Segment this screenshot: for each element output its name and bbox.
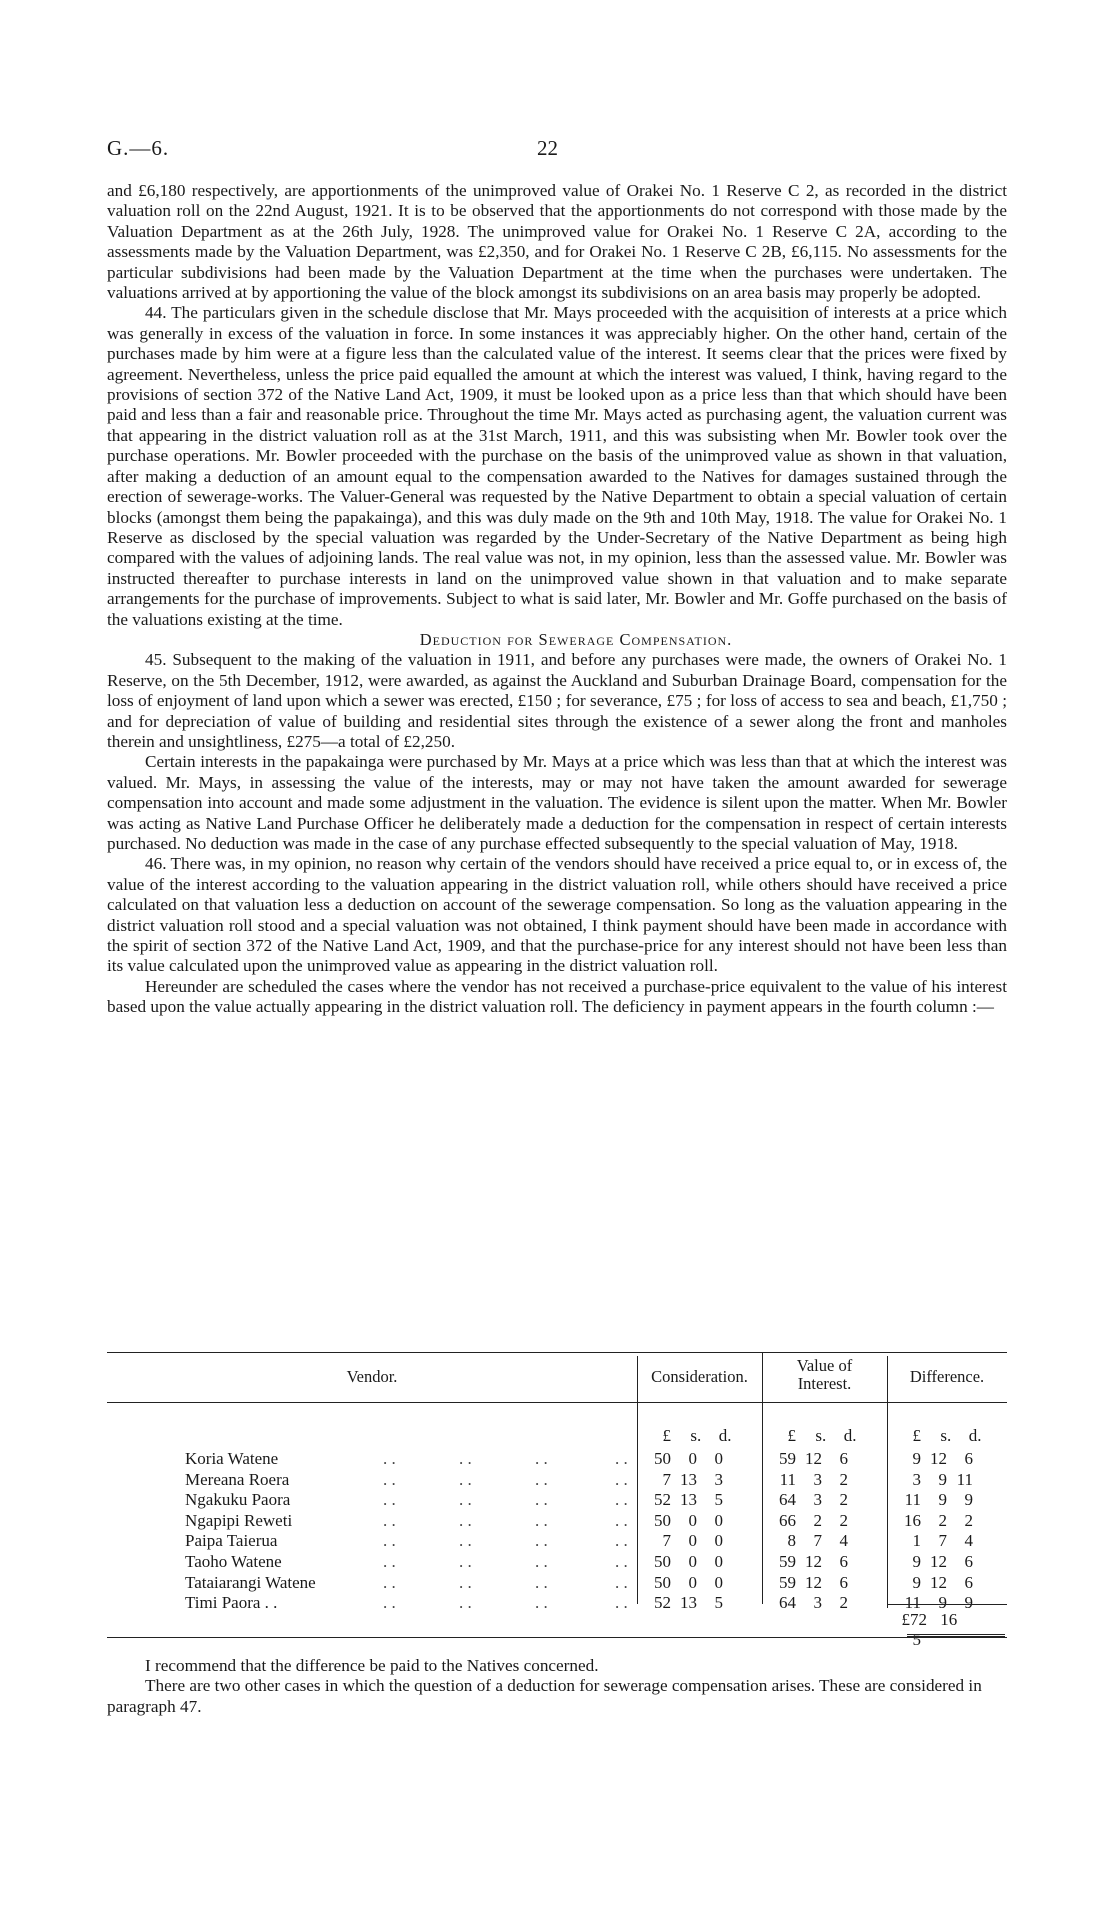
value-amount [770, 1448, 860, 1469]
shillings: 12 [930, 1572, 947, 1592]
difference-amount [895, 1489, 985, 1510]
shillings: 3 [813, 1593, 822, 1613]
pounds: 7 [662, 1469, 671, 1489]
pence: 5 [714, 1490, 723, 1510]
shillings: 7 [813, 1531, 822, 1551]
pounds: 59 [779, 1552, 796, 1571]
header-consideration: Consideration. [651, 1367, 748, 1386]
shillings: 9 [938, 1490, 947, 1510]
pounds: 52 [654, 1490, 671, 1510]
header-value-line: Interest. [797, 1374, 852, 1393]
pence: 2 [839, 1510, 848, 1530]
schedule-table [107, 1352, 1007, 1649]
leader-dots: . . [535, 1572, 548, 1592]
vendor-name: Mereana Roera [185, 1469, 290, 1489]
pounds: 64 [779, 1490, 796, 1510]
unit-pence: d. [843, 1426, 857, 1445]
leader-dots: . . [459, 1572, 472, 1592]
shillings: 12 [805, 1449, 822, 1468]
pence: 2 [839, 1593, 848, 1613]
leader-dots: . . [615, 1572, 628, 1592]
pence: 6 [839, 1552, 848, 1571]
leader-dots: . . [459, 1510, 472, 1530]
section-heading: Deduction for Sewerage Compensation. [419, 629, 733, 649]
pounds: 9 [912, 1572, 921, 1592]
pence: 2 [964, 1510, 973, 1530]
page-header [107, 136, 1007, 166]
unit-pence: d. [718, 1426, 732, 1445]
table-row [107, 1469, 1007, 1490]
leader-dots: . . [535, 1552, 548, 1571]
vendor-name: Ngakuku Paora [185, 1490, 291, 1510]
table-row [107, 1448, 1007, 1469]
shillings: 12 [930, 1552, 947, 1571]
pence: 0 [714, 1572, 723, 1592]
shillings: 0 [688, 1449, 697, 1468]
unit-shillings: s. [690, 1426, 702, 1445]
value-amount [770, 1530, 860, 1551]
pence: 6 [964, 1572, 973, 1592]
pence: 2 [839, 1469, 848, 1489]
unit-shillings: s. [815, 1426, 827, 1445]
shillings: 3 [813, 1490, 822, 1510]
table-row [107, 1572, 1007, 1593]
unit-shillings: s. [940, 1426, 952, 1445]
pounds: 7 [662, 1531, 671, 1551]
vendor-name: Tataiarangi Watene [185, 1572, 316, 1592]
pounds: 11 [779, 1469, 796, 1489]
value-amount [770, 1510, 860, 1531]
total-pounds: £72 [901, 1610, 927, 1629]
unit-pounds: £ [787, 1426, 796, 1445]
paragraph: Hereunder are scheduled the cases where the vendor has not received a purchase-price equivalent to the value of his interest based upon the value actually appearing in the district valuation roll. The deficiency in payment appears in the fourth column :— [107, 976, 1007, 1017]
unit-pence: d. [968, 1426, 982, 1445]
leader-dots: . . [459, 1593, 472, 1613]
shillings: 13 [680, 1469, 697, 1489]
pounds: 11 [904, 1490, 921, 1510]
pounds: 9 [912, 1449, 921, 1468]
value-amount [770, 1551, 860, 1572]
header-difference: Difference. [909, 1367, 985, 1386]
pounds: 66 [779, 1510, 796, 1530]
shillings: 9 [938, 1593, 947, 1613]
leader-dots: . . [615, 1593, 628, 1613]
shillings: 0 [688, 1531, 697, 1551]
shillings: 0 [688, 1510, 697, 1530]
shillings: 3 [813, 1469, 822, 1489]
consideration-amount [645, 1530, 735, 1551]
pounds: 50 [654, 1572, 671, 1592]
shillings: 9 [938, 1469, 947, 1489]
leader-dots: . . [383, 1490, 396, 1510]
table-row [107, 1530, 1007, 1551]
page-number: 22 [537, 136, 558, 160]
vendor-name: Ngapipi Reweti [185, 1510, 293, 1530]
pence: 6 [839, 1449, 848, 1468]
difference-amount [895, 1469, 985, 1490]
leader-dots: . . [535, 1510, 548, 1530]
vendor-name: Koria Watene [185, 1449, 279, 1468]
vendor-name: Timi Paora . . [185, 1593, 278, 1613]
pence: 0 [714, 1510, 723, 1530]
pence: 6 [839, 1572, 848, 1592]
shillings: 0 [688, 1572, 697, 1592]
pence: 0 [714, 1531, 723, 1551]
leader-dots: . . [615, 1469, 628, 1489]
shillings: 0 [688, 1552, 697, 1571]
value-amount [770, 1572, 860, 1593]
pence: 5 [714, 1593, 723, 1613]
shillings: 13 [680, 1593, 697, 1613]
pence: 4 [964, 1531, 973, 1551]
consideration-amount [645, 1551, 735, 1572]
header-value-of-interest [762, 1357, 887, 1393]
value-amount [770, 1469, 860, 1490]
difference-amount [895, 1510, 985, 1531]
leader-dots: . . [615, 1531, 628, 1551]
units-value [770, 1425, 860, 1446]
leader-dots: . . [383, 1531, 396, 1551]
paragraph-46: 46. There was, in my opinion, no reason why certain of the vendors should have received a price equal to, or in excess of, the value of the interest according to the valuation appearing in the district valuation roll, while others should have received a price calculated on that valuation less a deduction on account of the sewerage compensation. So long as the valuation appearing in the district valuation roll stood and a special valuation was not obtained, I think payment should have been made in accordance with the spirit of section 372 of the Native Land Act, 1909, and that the purchase-price for any interest should not have been less than its value calculated upon the unimproved value as appearing in the district valuation roll. [107, 854, 1007, 976]
shillings: 2 [938, 1510, 947, 1530]
pounds: 59 [779, 1449, 796, 1468]
leader-dots: . . [383, 1510, 396, 1530]
leader-dots: . . [535, 1490, 548, 1510]
units-consideration [645, 1425, 735, 1446]
shillings: 12 [930, 1449, 947, 1468]
table-row [107, 1489, 1007, 1510]
units-row [107, 1425, 1007, 1446]
header-vendor: Vendor. [346, 1367, 398, 1386]
pence: 11 [956, 1469, 973, 1489]
shillings: 12 [805, 1552, 822, 1571]
leader-dots: . . [383, 1593, 396, 1613]
closing-text [107, 1656, 1007, 1717]
recommendation: I recommend that the difference be paid to the Natives concerned. [145, 1656, 599, 1675]
pounds: 16 [904, 1510, 921, 1530]
consideration-amount [645, 1489, 735, 1510]
leader-dots: . . [615, 1552, 628, 1571]
unit-pounds: £ [912, 1426, 921, 1445]
unit-pounds: £ [662, 1426, 671, 1445]
difference-amount [895, 1448, 985, 1469]
difference-amount [895, 1551, 985, 1572]
pounds: 1 [912, 1531, 921, 1551]
leader-dots: . . [383, 1449, 396, 1468]
paragraph: and £6,180 respectively, are apportionments of the unimproved value of Orakei No. 1 Reserve C 2, as recorded in the district valuation roll on the 22nd August, 1921. It is to be observed that the apportionments do not correspond with those made by the Valuation Department as at the 26th July, 1928. The unimproved value for Orakei No. 1 Reserve C 2A, according to the assessments made by the Valuation Department, was £2,350, and for Orakei No. 1 Reserve C 2B, £6,115. No assessments for the particular subdivisions had been made by the Valuation Department at the time when the purchases were undertaken. The valuations arrived at by apportioning the value of the block amongst its subdivisions on an area basis may properly be adopted. [107, 181, 1007, 303]
value-amount [770, 1489, 860, 1510]
table-header-rule [107, 1402, 1007, 1403]
paragraph-45: 45. Subsequent to the making of the valuation in 1911, and before any purchases were made, the owners of Orakei No. 1 Reserve, on the 5th December, 1912, were awarded, as against the Auckland and Suburban Drainage Board, compensation for the loss of enjoyment of land upon which a sewer was erected, £150 ; for severance, £75 ; for loss of access to sea and beach, £1,750 ; and for depreciation of value of building and residential sites through the existence of a sewer along the front and manholes therein and unsightliness, £275—a total of £2,250. [107, 650, 1007, 751]
shillings: 7 [938, 1531, 947, 1551]
pounds: 64 [779, 1593, 796, 1613]
total-top-rule [887, 1604, 1007, 1605]
table-top-rule [107, 1352, 1007, 1353]
total-difference [895, 1610, 985, 1650]
vendor-name: Paipa Taierua [185, 1531, 278, 1551]
pence: 6 [964, 1449, 973, 1468]
pence: 0 [714, 1552, 723, 1571]
pounds: 3 [912, 1469, 921, 1489]
vendor-name: Taoho Watene [185, 1552, 282, 1571]
paragraph: Certain interests in the papakainga were purchased by Mr. Mays at a price which was less than that at which the interest was valued. Mr. Mays, in assessing the value of the interests, may or may not have taken the amount awarded for sewerage compensation into account and made some adjustment in the valuation. The evidence is silent upon the matter. When Mr. Bowler was acting as Native Land Purchase Officer he deliberately made a deduction for the compensation in respect of certain interests purchased. No deduction was made in the case of any purchase effected subsequently to the special valuation of May, 1918. [107, 752, 1007, 853]
consideration-amount [645, 1469, 735, 1490]
paragraph: There are two other cases in which the question of a deduction for sewerage compensation arises. These are considered in paragraph 47. [107, 1676, 982, 1716]
leader-dots: . . [459, 1490, 472, 1510]
pounds: 50 [654, 1449, 671, 1468]
pounds: 9 [912, 1552, 921, 1571]
leader-dots: . . [459, 1469, 472, 1489]
table-row [107, 1510, 1007, 1531]
table-bottom-rule [107, 1637, 1007, 1638]
leader-dots: . . [535, 1531, 548, 1551]
pounds: 52 [654, 1593, 671, 1613]
header-value-line: Value of [796, 1356, 853, 1375]
pounds: 59 [779, 1572, 796, 1592]
leader-dots: . . [459, 1552, 472, 1571]
pounds: 50 [654, 1552, 671, 1571]
units-difference [895, 1425, 985, 1446]
pence: 6 [964, 1552, 973, 1571]
pounds: 50 [654, 1510, 671, 1530]
pence: 9 [964, 1490, 973, 1510]
consideration-amount [645, 1572, 735, 1593]
leader-dots: . . [383, 1469, 396, 1489]
leader-dots: . . [535, 1469, 548, 1489]
pence: 0 [714, 1449, 723, 1468]
leader-dots: . . [615, 1490, 628, 1510]
shillings: 12 [805, 1572, 822, 1592]
pounds: 8 [787, 1531, 796, 1551]
total-row [107, 1610, 1007, 1649]
total-shillings: 16 [940, 1610, 958, 1629]
shillings: 13 [680, 1490, 697, 1510]
leader-dots: . . [535, 1593, 548, 1613]
leader-dots: . . [535, 1449, 548, 1468]
difference-amount [895, 1572, 985, 1593]
total-pence: 5 [912, 1630, 921, 1649]
consideration-amount [645, 1510, 735, 1531]
pence: 4 [839, 1531, 848, 1551]
pence: 9 [964, 1593, 973, 1613]
leader-dots: . . [615, 1449, 628, 1468]
body-text [107, 181, 1007, 1018]
series-reference: G.—6. [107, 136, 170, 160]
leader-dots: . . [459, 1449, 472, 1468]
shillings: 2 [813, 1510, 822, 1530]
pence: 3 [714, 1469, 723, 1489]
pence: 2 [839, 1490, 848, 1510]
leader-dots: . . [383, 1552, 396, 1571]
pounds: 11 [904, 1593, 921, 1613]
table-row [107, 1551, 1007, 1572]
leader-dots: . . [615, 1510, 628, 1530]
difference-amount [895, 1530, 985, 1551]
paragraph-44: 44. The particulars given in the schedule disclose that Mr. Mays proceeded with the acquisition of interests at a price which was generally in excess of the valuation in force. In some instances it was appreciably higher. On the other hand, certain of the purchases made by him were at a figure less than the calculated value of the interest. It seems clear that the prices were fixed by agreement. Nevertheless, unless the price paid equalled the amount at which the interest was valued, I think, having regard to the provisions of section 372 of the Native Land Act, 1909, it must be looked upon as a price less than that which should have been paid and less than a fair and reasonable price. Throughout the time Mr. Mays acted as purchasing agent, the valuation current was that appearing in the district valuation roll as at the 31st March, 1911, and this was subsisting when Mr. Bowler took over the purchase operations. Mr. Bowler proceeded with the purchase on the basis of the unimproved value as shown in that valuation, after making a deduction of an amount equal to the compensation awarded to the Natives for damages sustained through the erection of sewerage-works. The Valuer-General was requested by the Native Department to obtain a special valuation of certain blocks (amongst them being the papakainga), and this was duly made on the 9th and 10th May, 1918. The value for Orakei No. 1 Reserve as disclosed by the special valuation was regarded by the Under-Secretary of the Native Department as being high compared with the values of adjoining lands. The real value was not, in my opinion, less than the assessed value. Mr. Bowler was instructed thereafter to purchase interests in land on the unimproved value shown in that valuation and to make separate arrangements for the purchase of improvements. Subject to what is said later, Mr. Bowler and Mr. Goffe purchased on the basis of the valuations existing at the time. [107, 303, 1007, 629]
leader-dots: . . [383, 1572, 396, 1592]
consideration-amount [645, 1448, 735, 1469]
leader-dots: . . [459, 1531, 472, 1551]
